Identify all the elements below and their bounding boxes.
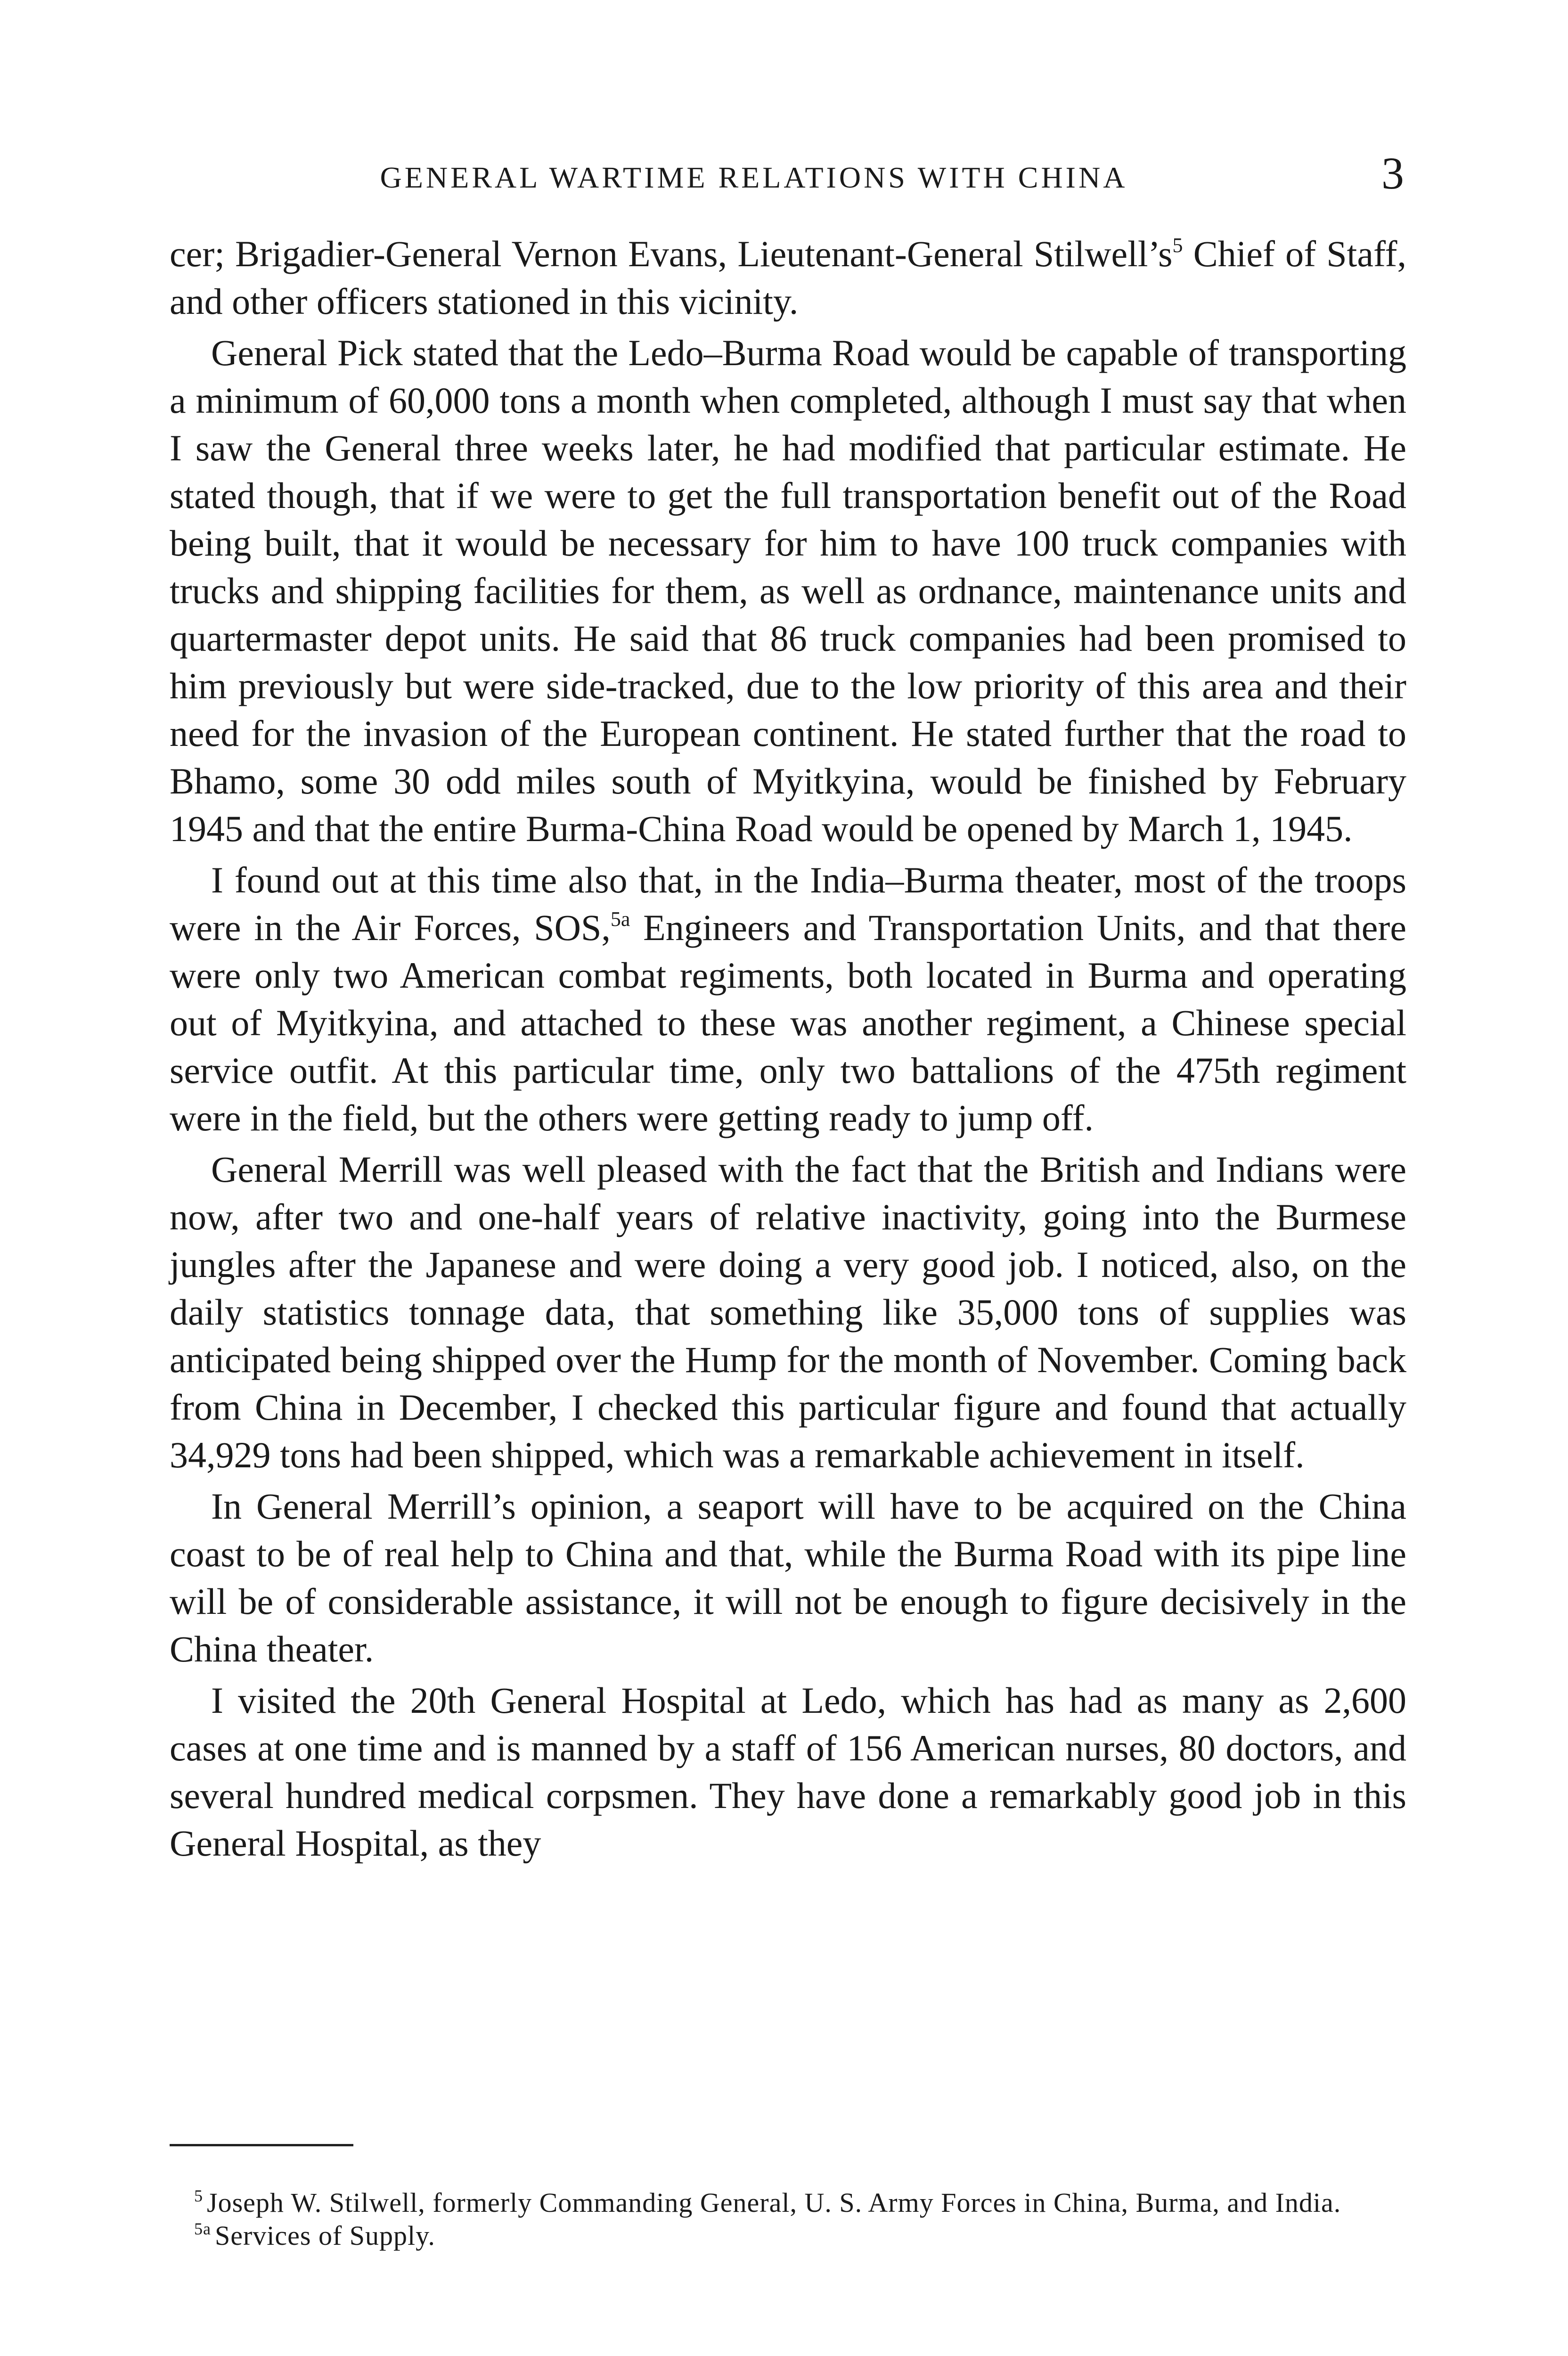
footnotes <box>170 2186 1406 2252</box>
paragraph-continued <box>170 230 1406 325</box>
running-head <box>170 148 1404 203</box>
paragraph: In General Merrill’s opinion, a seaport will have to be acquired on the China coast to be of real help to China and that, while the Burma Road with its pipe line will be of considerable assistance, it will not be enough to figure decisively in the China theater. <box>170 1486 1406 1669</box>
paragraph: General Merrill was well pleased with the fact that the British and Indians were now, after two and one-half years of relative inactivity, going into the Burmese jungles after the Japanese and were doing a very good job. I noticed, also, on the daily statistics tonnage data, that something like 35,000 tons of supplies was anticipated being shipped over the Hump for the month of November. Coming back from China in December, I checked this particular figure and found that actually 34,929 tons had been shipped, which was a remarkable achievement in itself. <box>170 1149 1406 1475</box>
paragraph-text: I found out at this time also that, in the India–Burma theater, most of the troops were in the Air Forces, SOS, <box>170 859 1406 948</box>
paragraph-text: Engineers and Transportation Units, and that there were only two American combat regiments, both located in Burma and operating out of Myitkyina, and attached to these was another regiment, a Chinese special service outfit. At this particular time, only two battalions of the 475th regiment were in the field, but the others were getting ready to jump off. <box>170 907 1406 1138</box>
footnote <box>170 2186 1406 2219</box>
footnote-reference: 5 <box>1172 234 1183 257</box>
page-number: 3 <box>1381 148 1404 198</box>
paragraph <box>170 856 1406 1142</box>
paragraph: I visited the 20th General Hospital at Ledo, which has had as many as 2,600 cases at one time and is manned by a staff of 156 American nurses, 80 doctors, and several hundred medical corpsmen. They have done a remarkably good job in this General Hospital, as they <box>170 1680 1406 1864</box>
footnote-mark: 5a <box>194 2219 211 2238</box>
footnote-text: Joseph W. Stilwell, formerly Commanding General, U. S. Army Forces in China, Burma, and India. <box>207 2187 1341 2218</box>
footnote-text: Services of Supply. <box>214 2220 435 2251</box>
paragraph: General Pick stated that the Ledo–Burma Road would be capable of transporting a minimum of 60,000 tons a month when completed, although I must say that when I saw the General three weeks later, he had modified that particular estimate. He stated though, that if we were to get the full transportation benefit out of the Road being built, that it would be necessary for him to have 100 truck companies with trucks and shipping facilities for them, as well as ordnance, maintenance units and quartermaster depot units. He said that 86 truck companies had been promised to him previously but were side-tracked, due to the low priority of this area and their need for the invasion of the European continent. He stated further that the road to Bhamo, some 30 odd miles south of Myitkyina, would be finished by February 1945 and that the entire Burma-China Road would be opened by March 1, 1945. <box>170 332 1406 849</box>
paragraph-text: Chief of Staff, and other officers stationed in this vicinity. <box>170 233 1406 322</box>
footnote-divider <box>170 2144 353 2146</box>
footnote <box>170 2219 1406 2252</box>
body-text <box>170 230 1406 1867</box>
paragraph-text: cer; Brigadier-General Vernon Evans, Lieutenant-General Stilwell’s <box>170 233 1173 274</box>
running-title: GENERAL WARTIME RELATIONS WITH CHINA <box>380 161 1128 194</box>
footnote-reference: 5a <box>610 908 630 931</box>
footnote-mark: 5 <box>194 2186 203 2205</box>
